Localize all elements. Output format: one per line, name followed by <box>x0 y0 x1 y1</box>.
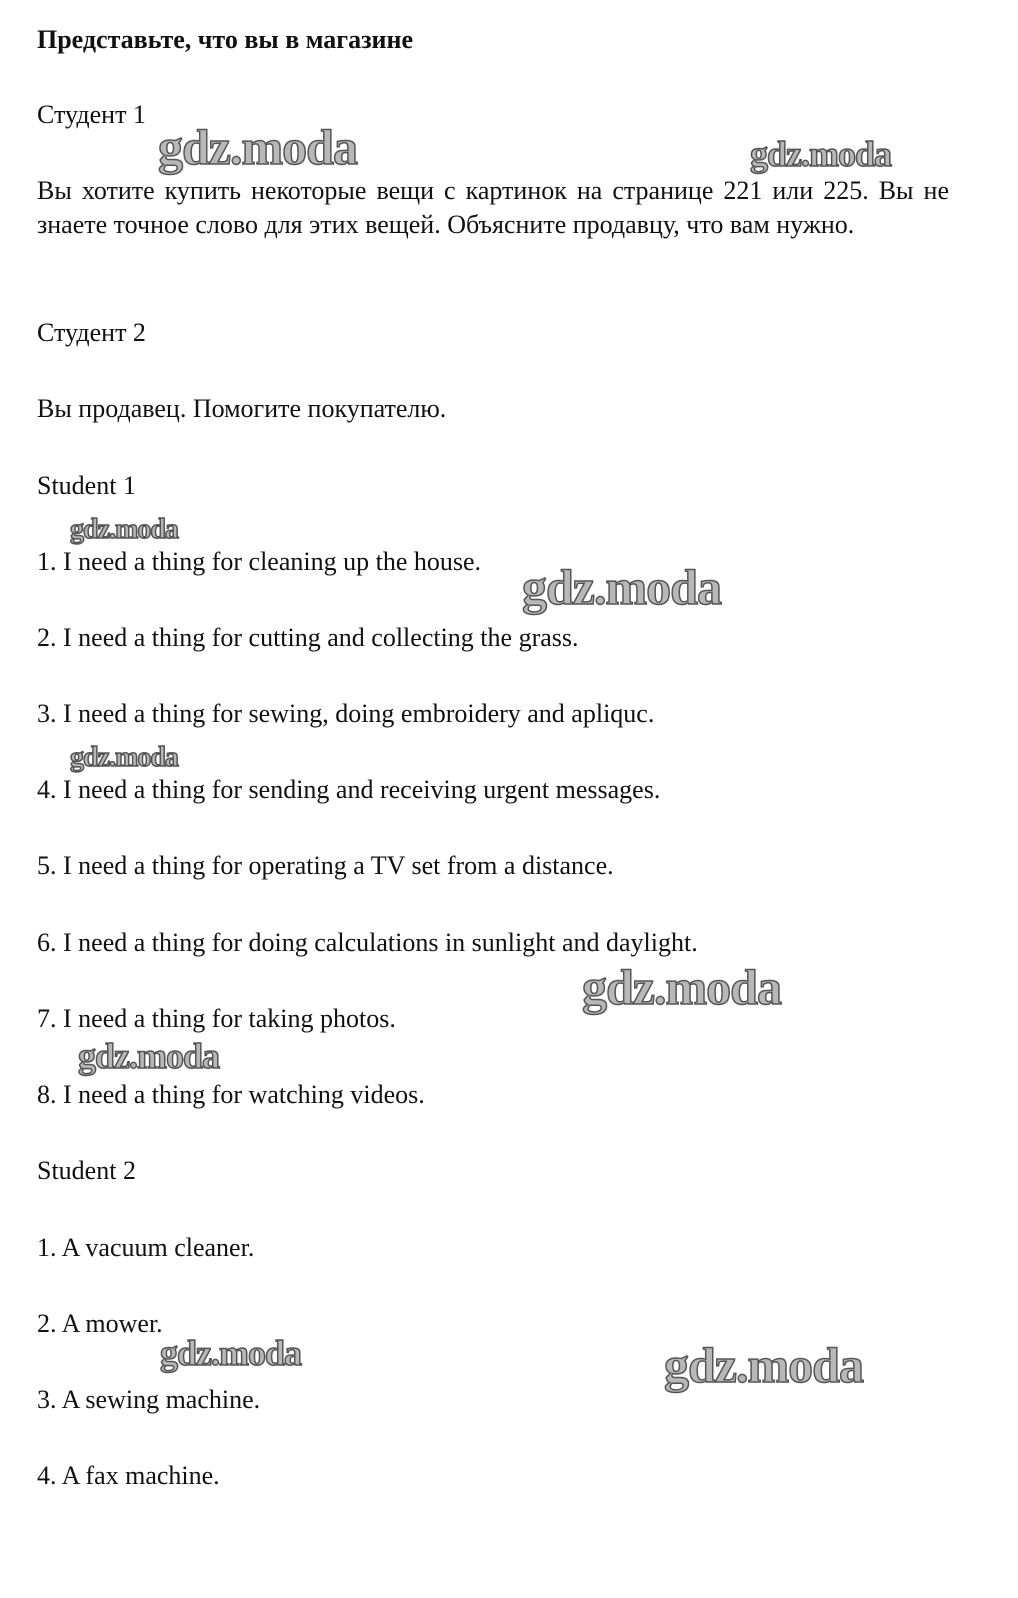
watermark: gdz.moda <box>664 1337 863 1393</box>
watermark: gdz.moda <box>750 134 892 174</box>
watermark: gdz.moda <box>78 1036 220 1076</box>
answer-item: 1. A vacuum cleaner. <box>37 1233 255 1262</box>
student1-ru-heading: Студент 1 <box>37 100 146 129</box>
answer-item: 2. A mower. <box>37 1309 163 1338</box>
watermark: gdz.moda <box>70 514 178 545</box>
request-item: 3. I need a thing for sewing, doing embroidery and apliquc. <box>37 699 655 728</box>
answer-item: 3. A sewing machine. <box>37 1385 261 1414</box>
watermark: gdz.moda <box>70 742 178 773</box>
watermark: gdz.moda <box>582 959 781 1015</box>
task2-ru-text: Вы продавец. Помогите покупателю. <box>37 394 447 423</box>
request-item: 1. I need a thing for cleaning up the house. <box>37 547 482 576</box>
answer-item: 4. A fax machine. <box>37 1461 220 1490</box>
student1-en-heading: Student 1 <box>37 471 136 500</box>
student2-ru-heading: Студент 2 <box>37 318 146 347</box>
task1-ru-text: Вы хотите купить некоторые вещи с картинок на странице 221 или 225. Вы не знаете точное слово для этих вещей. Объясните продавцу, что вам нужно. <box>37 176 949 239</box>
request-item: 5. I need a thing for operating a TV set from a distance. <box>37 851 614 880</box>
page-title: Представьте, что вы в магазине <box>37 25 414 54</box>
request-item: 2. I need a thing for cutting and collecting the grass. <box>37 623 579 652</box>
request-item: 6. I need a thing for doing calculations in sunlight and daylight. <box>37 928 698 957</box>
request-item: 7. I need a thing for taking photos. <box>37 1004 396 1033</box>
student2-en-heading: Student 2 <box>37 1156 136 1185</box>
request-item: 4. I need a thing for sending and receiving urgent messages. <box>37 775 661 804</box>
watermark: gdz.moda <box>522 559 721 615</box>
request-item: 8. I need a thing for watching videos. <box>37 1080 425 1109</box>
watermark: gdz.moda <box>158 119 357 175</box>
watermark: gdz.moda <box>160 1333 302 1373</box>
